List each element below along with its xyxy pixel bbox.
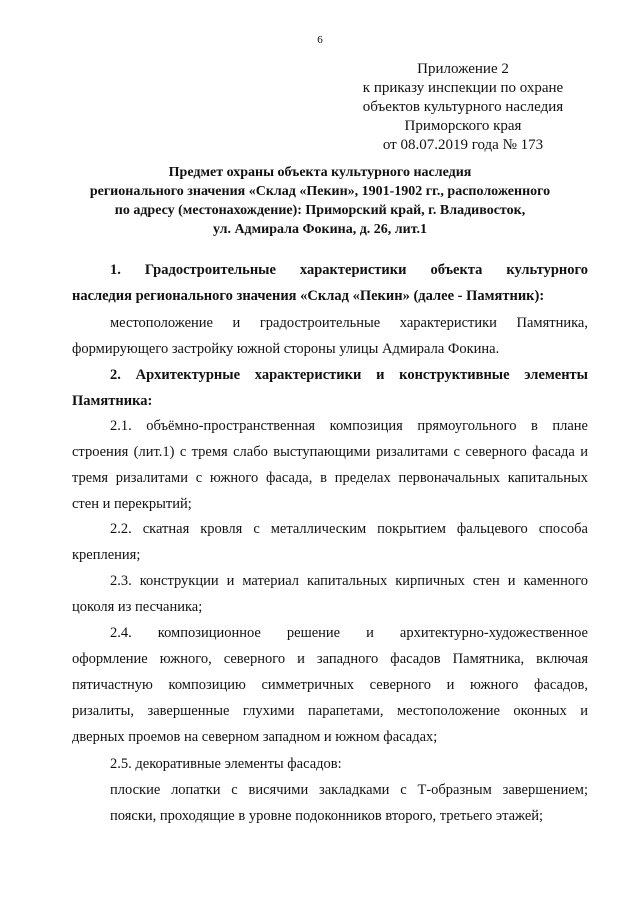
appendix-block [348, 60, 578, 155]
section-1-body-line-2: формирующего застройку южной стороны улицы Адмирала Фокина. [72, 341, 500, 357]
item-2-4-line-3: пятичастную композицию симметричных северного и южного фасадов, [72, 677, 588, 693]
document-title [60, 163, 580, 239]
appendix-line: Приложение 2 [417, 61, 509, 77]
item-2-4-line-5: дверных проемов на северном западном и южном фасадах; [72, 729, 438, 745]
item-2-1-line-2: строения (лит.1) с тремя слабо выступающими ризалитами с северного фасада и [72, 444, 588, 460]
page-number: 6 [317, 34, 323, 46]
item-2-4-line-4: ризалиты, завершенные глухими парапетами, местоположение оконных и [72, 703, 588, 719]
item-2-5-line-1: 2.5. декоративные элементы фасадов: [110, 756, 342, 772]
item-2-1-line-4: стен и перекрытий; [72, 496, 192, 512]
title-line: ул. Адмирала Фокина, д. 26, лит.1 [212, 222, 428, 237]
section-1-body-line-1: местоположение и градостроительные характеристики Памятника, [110, 315, 588, 331]
appendix-line: объектов культурного наследия [362, 99, 564, 115]
appendix-line: к приказу инспекции по охране [362, 80, 564, 96]
title-line: регионального значения «Склад «Пекин», 1901-1902 гг., расположенного [89, 184, 551, 199]
appendix-line: Приморского края [404, 118, 522, 134]
item-2-1-line-1: 2.1. объёмно-пространственная композиция прямоугольного в плане [110, 418, 588, 434]
item-2-4-line-1: 2.4. композиционное решение и архитектурно-художественное [110, 625, 588, 641]
section-1-heading-line-1: 1. Градостроительные характеристики объекта культурного [110, 262, 588, 278]
item-2-4-line-2: оформление южного, северного и западного фасадов Памятника, включая [72, 651, 588, 667]
item-2-2-line-2: крепления; [72, 547, 141, 563]
item-2-1-line-3: тремя ризалитами с южного фасада, в пределах первоначальных капитальных [72, 470, 588, 486]
section-2-heading-line-1: 2. Архитектурные характеристики и конструктивные элементы [110, 367, 588, 383]
item-2-5-line-2: плоские лопатки с висячими закладками с Т-образным завершением; [110, 782, 588, 798]
item-2-2-line-1: 2.2. скатная кровля с металлическим покрытием фальцевого способа [110, 521, 588, 537]
section-1-heading-line-2: наследия регионального значения «Склад «Пекин» (далее - Памятник): [72, 288, 545, 304]
title-line: по адресу (местонахождение): Приморский край, г. Владивосток, [114, 203, 526, 218]
item-2-5-line-3: пояски, проходящие в уровне подоконников второго, третьего этажей; [110, 808, 544, 824]
item-2-3-line-2: цоколя из песчаника; [72, 599, 203, 615]
title-line: Предмет охраны объекта культурного наследия [168, 165, 472, 180]
section-2-heading-line-2: Памятника: [72, 393, 153, 409]
appendix-line: от 08.07.2019 года № 173 [382, 137, 544, 153]
item-2-3-line-1: 2.3. конструкции и материал капитальных кирпичных стен и каменного [110, 573, 588, 589]
